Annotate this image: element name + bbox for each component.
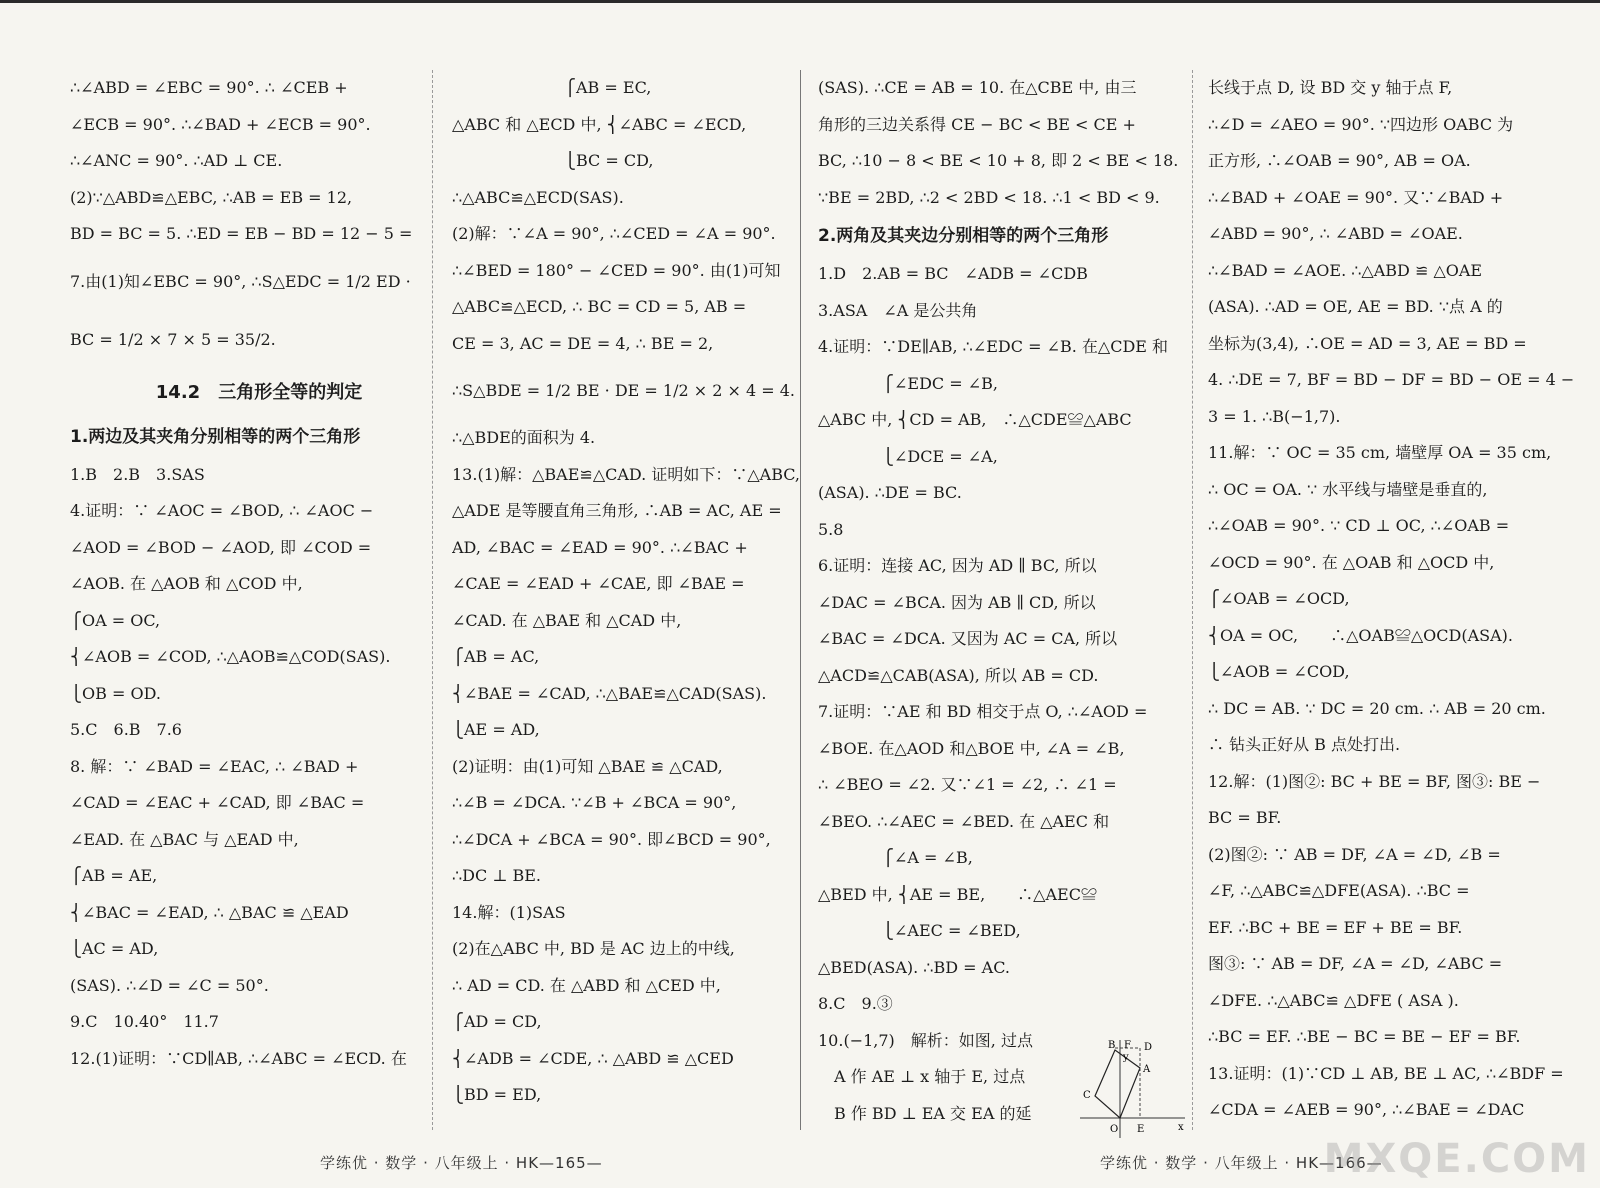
text-line: ∠OCD = 90°. 在 △OAB 和 △OCD 中, (1208, 552, 1495, 572)
text-line: ⎧AB = AE, (70, 866, 158, 885)
text-line: ∠CAD = ∠EAC + ∠CAD, 即 ∠BAC = (70, 793, 365, 812)
text-line: (ASA). ∴AD = OE, AE = BD. ∵点 A 的 (1208, 297, 1503, 316)
text-line: (2)∵△ABD≌△EBC, ∴AB = EB = 12, (70, 187, 353, 207)
label-y: y (1123, 1052, 1129, 1063)
text-line: 8. 解：∵ ∠BAD = ∠EAC, ∴ ∠BAD + (70, 756, 359, 776)
text-line: △ABC 中, ⎨CD = AB, ∴△CDE≌△ABC (818, 410, 1132, 429)
text-line: ∴∠ANC = 90°. ∴AD ⊥ CE. (70, 151, 283, 170)
label-b: B (1108, 1040, 1116, 1051)
label-a: A (1143, 1064, 1151, 1075)
footer-right: 学练优 · 数学 · 八年级上 · HK—166— (1100, 1154, 1383, 1172)
text-line: ∠ABD = 90°, ∴ ∠ABD = ∠OAE. (1208, 224, 1463, 243)
text-line: △ABC≌△ECD, ∴ BC = CD = 5, AB = (452, 297, 747, 316)
text-line: 7.由(1)知∠EBC = 90°, ∴S△EDC = 1/2 ED · (70, 271, 411, 291)
text-line: ∴∠DCA + ∠BCA = 90°. 即∠BCD = 90°, (452, 829, 771, 849)
text-line: ⎩∠AOB = ∠COD, (1208, 662, 1350, 681)
text-line: ∴∠OAB = 90°. ∵ CD ⊥ OC, ∴∠OAB = (1208, 516, 1510, 535)
text-line: ⎩∠AEC = ∠BED, (818, 921, 1021, 940)
text-line: ⎧OA = OC, (70, 610, 161, 630)
text-line: ∴DC ⊥ BE. (452, 866, 541, 885)
text-line: 6.证明：连接 AC, 因为 AD ∥ BC, 所以 (818, 556, 1097, 575)
text-line: 5.8 (818, 519, 844, 539)
text-line: ∴S△BDE = 1/2 BE · DE = 1/2 × 2 × 4 = 4. (452, 381, 796, 400)
text-line: 10.(−1,7) 解析：如图, 过点 (818, 1030, 1033, 1050)
text-line: △BED 中, ⎨AE = BE, ∴△AEC≌ (818, 884, 1097, 904)
text-line: ⎩OB = OD. (70, 683, 161, 703)
text-line: ⎧AB = AC, (452, 647, 540, 666)
text-line: ∠DAC = ∠BCA. 因为 AB ∥ CD, 所以 (818, 592, 1096, 612)
text-line: ⎧AB = EC, (452, 78, 652, 97)
text-line: ∴∠BAD = ∠AOE. ∴△ABD ≌ △OAE (1208, 260, 1483, 280)
text-line: ∠CAE = ∠EAD + ∠CAE, 即 ∠BAE = (452, 574, 745, 593)
text-line: ∠BAC = ∠DCA. 又因为 AC = CA, 所以 (818, 629, 1118, 648)
text-line: 12.(1)证明：∵CD∥AB, ∴∠ABC = ∠ECD. 在 (70, 1048, 407, 1068)
text-line: ∴ DC = AB. ∵ DC = 20 cm. ∴ AB = 20 cm. (1208, 698, 1546, 718)
text-line: ⎧∠OAB = ∠OCD, (1208, 589, 1350, 608)
watermark: MXQE.COM (1323, 1136, 1590, 1182)
text-line: ⎩AE = AD, (452, 720, 540, 739)
text-line: 14.解：(1)SAS (452, 902, 566, 922)
top-rule (0, 0, 1600, 3)
text-line: BC = 1/2 × 7 × 5 = 35/2. (70, 329, 276, 349)
label-f: F (1124, 1040, 1131, 1051)
text-line: 13.证明：(1)∵CD ⊥ AB, BE ⊥ AC, ∴∠BDF = (1208, 1063, 1564, 1083)
text-line: ∴∠BED = 180° − ∠CED = 90°. 由(1)可知 (452, 260, 781, 280)
text-line: 7.证明：∵AE 和 BD 相交于点 O, ∴∠AOD = (818, 702, 1148, 721)
text-line: ⎩BC = CD, (452, 151, 654, 170)
text-line: 12.解：(1)图②: BC + BE = BF, 图③: BE − (1208, 771, 1541, 791)
text-line: ∴∠ABD = ∠EBC = 90°. ∴ ∠CEB + (70, 78, 348, 97)
page-column-3 (818, 70, 1196, 1132)
text-line: 长线于点 D, 设 BD 交 y 轴于点 F, (1208, 78, 1453, 97)
footer-left: 学练优 · 数学 · 八年级上 · HK—165— (320, 1154, 603, 1172)
text-line: ⎧AD = CD, (452, 1012, 542, 1031)
column-divider (1192, 70, 1193, 1130)
text-line: ∠EAD. 在 △BAC 与 △EAD 中, (70, 829, 299, 849)
text-line: △BED(ASA). ∴BD = AC. (818, 957, 1010, 977)
text-line: ∴ ∠BEO = ∠2. 又∵∠1 = ∠2, ∴ ∠1 = (818, 775, 1117, 794)
square-oabc (1095, 1050, 1140, 1118)
subsection-title: 2.两角及其夹边分别相等的两个三角形 (818, 226, 1109, 246)
text-line: ⎨∠BAE = ∠CAD, ∴△BAE≌△CAD(SAS). (452, 683, 767, 703)
label-d: D (1144, 1042, 1153, 1053)
text-line: 8.C 9.③ (818, 994, 893, 1013)
text-line: 4.证明：∵DE∥AB, ∴∠EDC = ∠B. 在△CDE 和 (818, 337, 1169, 356)
text-line: 图③: ∵ AB = DF, ∠A = ∠D, ∠ABC = (1208, 954, 1503, 973)
text-line: ∠ECB = 90°. ∴∠BAD + ∠ECB = 90°. (70, 114, 371, 134)
coordinate-figure (1080, 1038, 1190, 1138)
text-line: ∴ AD = CD. 在 △ABD 和 △CED 中, (452, 975, 721, 995)
text-line: △ABC 和 △ECD 中, ⎨∠ABC = ∠ECD, (452, 114, 747, 134)
text-line: ∴∠B = ∠DCA. ∵∠B + ∠BCA = 90°, (452, 793, 737, 812)
page-divider (800, 70, 801, 1130)
text-line: ∠F, ∴△ABC≌△DFE(ASA). ∴BC = (1208, 881, 1470, 900)
text-line: 1.B 2.B 3.SAS (70, 464, 205, 484)
text-line: BC = BF. (1208, 808, 1282, 827)
text-line: 角形的三边关系得 CE − BC < BE < CE + (818, 114, 1136, 134)
text-line: ∴△BDE的面积为 4. (452, 428, 596, 447)
text-line: ⎨∠ADB = ∠CDE, ∴ △ABD ≌ △CED (452, 1048, 734, 1068)
text-line: ∴△ABC≌△ECD(SAS). (452, 187, 624, 207)
text-line: (2)解：∵∠A = 90°, ∴∠CED = ∠A = 90°. (452, 224, 776, 243)
text-line: (SAS). ∴∠D = ∠C = 50°. (70, 975, 269, 995)
text-line: ∠BEO. ∴∠AEC = ∠BED. 在 △AEC 和 (818, 811, 1110, 831)
page-column-4 (1208, 70, 1588, 1129)
text-line: ⎧∠A = ∠B, (818, 848, 973, 867)
page-column-1 (70, 70, 448, 1077)
section-title: 14.2 三角形全等的判定 (155, 381, 363, 403)
text-line: 13.(1)解：△BAE≌△CAD. 证明如下：∵△ABC, (452, 464, 801, 484)
text-line: ∴ 钻头正好从 B 点处打出. (1208, 735, 1401, 754)
text-line: 正方形, ∴∠OAB = 90°, AB = OA. (1208, 151, 1471, 170)
label-e: E (1137, 1124, 1145, 1135)
text-line: 5.C 6.B 7.6 (70, 720, 182, 739)
text-line: ∠DFE. ∴△ABC≌ △DFE ( ASA ). (1208, 990, 1459, 1010)
text-line: 坐标为(3,4), ∴OE = AD = 3, AE = BD = (1208, 333, 1527, 353)
text-line: 4.证明：∵ ∠AOC = ∠BOD, ∴ ∠AOC − (70, 501, 374, 520)
text-line: ∴ OC = OA. ∵ 水平线与墙壁是垂直的, (1208, 479, 1488, 499)
text-line: ∠CAD. 在 △BAE 和 △CAD 中, (452, 610, 682, 630)
text-line: ⎩BD = ED, (452, 1085, 542, 1104)
text-line: ∠CDA = ∠AEB = 90°, ∴∠BAE = ∠DAC (1208, 1100, 1525, 1119)
text-line: ⎩AC = AD, (70, 939, 159, 958)
text-line: ∴∠D = ∠AEO = 90°. ∵四边形 OABC 为 (1208, 114, 1514, 134)
text-line: (2)在△ABC 中, BD 是 AC 边上的中线, (452, 939, 735, 958)
text-line: A 作 AE ⊥ x 轴于 E, 过点 (818, 1067, 1026, 1086)
text-line: 11.解：∵ OC = 35 cm, 墙壁厚 OA = 35 cm, (1208, 443, 1552, 462)
text-line: B 作 BD ⊥ EA 交 EA 的延 (818, 1103, 1032, 1123)
subsection-title: 1.两边及其夹角分别相等的两个三角形 (70, 426, 361, 447)
label-o: O (1110, 1124, 1119, 1135)
text-line: ⎧∠EDC = ∠B, (818, 373, 998, 393)
label-c: C (1083, 1090, 1091, 1101)
text-line: ∠BOE. 在△AOD 和△BOE 中, ∠A = ∠B, (818, 738, 1125, 758)
text-line: EF. ∴BC + BE = EF + BE = BF. (1208, 917, 1463, 937)
text-line: 4. ∴DE = 7, BF = BD − DF = BD − OE = 4 − (1208, 370, 1575, 389)
text-line: ⎩∠DCE = ∠A, (818, 446, 998, 466)
text-line: ⎨OA = OC, ∴△OAB≌△OCD(ASA). (1208, 625, 1513, 645)
text-line: BC, ∴10 − 8 < BE < 10 + 8, 即 2 < BE < 18. (818, 151, 1179, 170)
text-line: 1.D 2.AB = BC ∠ADB = ∠CDB (818, 264, 1088, 283)
text-line: (2)图②: ∵ AB = DF, ∠A = ∠D, ∠B = (1208, 844, 1501, 864)
text-line: 3.ASA ∠A 是公共角 (818, 300, 978, 320)
text-line: (2)证明：由(1)可知 △BAE ≌ △CAD, (452, 756, 723, 776)
text-line: (SAS). ∴CE = AB = 10. 在△CBE 中, 由三 (818, 78, 1137, 97)
page-column-2 (452, 70, 830, 1114)
text-line: CE = 3, AC = DE = 4, ∴ BE = 2, (452, 333, 714, 353)
text-line: ⎨∠AOB = ∠COD, ∴△AOB≌△COD(SAS). (70, 647, 391, 666)
text-line: AD, ∠BAC = ∠EAD = 90°. ∴∠BAC + (452, 537, 748, 557)
text-line: △ACD≌△CAB(ASA), 所以 AB = CD. (818, 665, 1099, 685)
text-line: ∠AOD = ∠BOD − ∠AOD, 即 ∠COD = (70, 537, 372, 557)
text-line: 3 = 1. ∴B(−1,7). (1208, 406, 1341, 426)
text-line: ∠AOB. 在 △AOB 和 △COD 中, (70, 574, 303, 593)
text-line: ⎨∠BAC = ∠EAD, ∴ △BAC ≌ △EAD (70, 902, 349, 922)
text-line: (ASA). ∴DE = BC. (818, 483, 962, 502)
text-line: △ADE 是等腰直角三角形, ∴AB = AC, AE = (452, 501, 782, 520)
column-divider (432, 70, 433, 1130)
text-line: ∵BE = 2BD, ∴2 < 2BD < 18. ∴1 < BD < 9. (818, 187, 1160, 207)
text-line: 9.C 10.40° 11.7 (70, 1012, 219, 1031)
label-x: x (1178, 1122, 1184, 1133)
text-line: ∴BC = EF. ∴BE − BC = BE − EF = BF. (1208, 1027, 1521, 1046)
text-line: BD = BC = 5. ∴ED = EB − BD = 12 − 5 = (70, 224, 413, 243)
text-line: ∴∠BAD + ∠OAE = 90°. 又∵∠BAD + (1208, 187, 1504, 207)
